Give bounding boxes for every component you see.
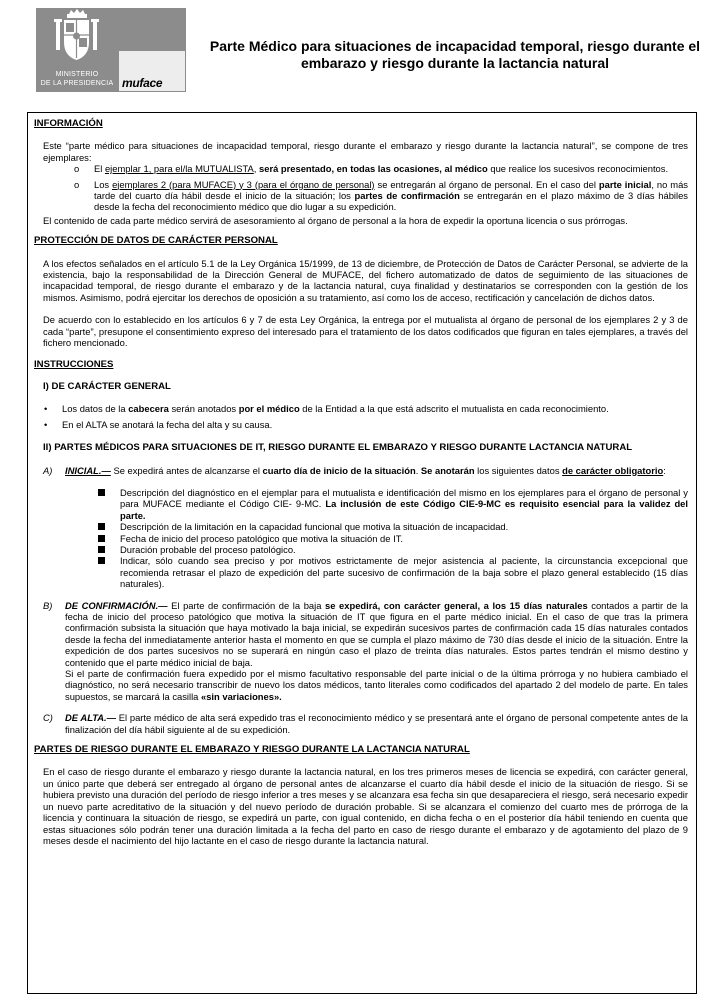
- bullet-icon: •: [44, 418, 48, 430]
- privacy-paragraph-2: De acuerdo con lo establecido en los artículos 6 y 7 de esta Ley Orgánica, la entrega por el mutualista al órgano de personal de los ejemplares 2 y 3 de cada “parte”, presupone el consentimiento expreso del interesado para el tratamiento de los datos codificados que figuran en tales ejemplares, a través del fichero mencionado.: [43, 314, 688, 349]
- section-inicial: A) INICIAL.— Se expedirá antes de alcanzarse el cuarto día de inicio de la situación. Se anotarán los siguientes datos de carácter obligatorio:: [43, 464, 666, 476]
- list-item: Indicar, sólo cuando sea preciso y por motivos estrictamente de mejor asistencia al paciente, la circunstancia excepcional que recomienda retrasar el plazo de expedición del parte sucesivo de confirmación de la baja sobre el plazo general establecido (15 días naturales).: [34, 555, 688, 589]
- section-heading-risk: PARTES DE RIESGO DURANTE EL EMBARAZO Y RIESGO DURANTE LA LACTANCIA NATURAL: [34, 744, 470, 756]
- muface-logo: [119, 51, 185, 91]
- square-bullet-icon: [98, 535, 105, 542]
- general-list: [34, 403, 688, 430]
- ministry-name: MINISTERIO DE LA PRESIDENCIA: [40, 71, 114, 87]
- list-item: o El ejemplar 1, para el/la MUTUALISTA, será presentado, en todas las ocasiones, al médico que realice los sucesivos reconocimientos.: [74, 163, 669, 175]
- info-outro: El contenido de cada parte médico servirá de asesoramiento al órgano de personal a la hora de expedir la oportuna licencia o sus prórrogas.: [43, 214, 628, 226]
- info-intro: Este “parte médico para situaciones de incapacidad temporal, riesgo durante el embarazo y riesgo durante la lactancia natural”, se compone de tres ejemplares:: [43, 140, 688, 163]
- square-bullet-icon: [98, 557, 105, 564]
- list-item: o Los ejemplares 2 (para MUFACE) y 3 (para el órgano de personal) se entregarán al órgano de personal. En el caso del parte inicial, no más tarde del cuarto día hábil desde el inicio de la situación; los partes de confirmación se entregarán en el plazo máximo de 3 días hábiles desde la fecha del reconocimiento médico que dio lugar a su expedición.: [74, 178, 688, 213]
- bullet-icon: •: [44, 403, 48, 415]
- inicial-data-list: [34, 487, 688, 590]
- section-heading-info: INFORMACIÓN: [34, 118, 103, 129]
- it-subheading: II) PARTES MÉDICOS PARA SITUACIONES DE IT, RIESGO DURANTE EL EMBARAZO Y RIESGO DURANTE LACTANCIA NATURAL: [43, 442, 633, 454]
- copies-list: [34, 163, 688, 213]
- list-item: Descripción de la limitación en la capacidad funcional que motiva la situación de incapacidad.: [34, 521, 688, 532]
- ministry-logo: [36, 8, 117, 92]
- section-heading-instructions: INSTRUCCIONES: [34, 358, 114, 370]
- document-title: Parte Médico para situaciones de incapacidad temporal, riesgo durante el embarazo y riesgo durante la lactancia natural: [209, 38, 701, 71]
- general-subheading: I) DE CARÁCTER GENERAL: [43, 380, 171, 392]
- list-item: • En el ALTA se anotará la fecha del alta y su causa.: [44, 418, 273, 430]
- letter-c: C): [43, 712, 53, 724]
- section-alta: C) DE ALTA.— El parte médico de alta será expedido tras el reconocimiento médico y se presentará ante el órgano de personal competente antes de la finalización del día hábil siguiente al de su expedición.: [43, 712, 688, 735]
- square-bullet-icon: [98, 546, 105, 553]
- privacy-paragraph-1: A los efectos señalados en el artículo 5.1 de la Ley Orgánica 15/1999, de 13 de diciembre, de Protección de Datos de Carácter Personal, se advierte de la existencia, bajo la responsabilidad de la Dirección General de MUFACE, del fichero automatizado de datos de seguimiento de las situaciones de incapacidad temporal, de riesgo durante el embarazo y de la lactancia natural, cuya finalidad y destinatarios se corresponden con la gestión de los mismos. Asimismo, podrá ejercitar los derechos de oposición a su tratamiento, así como los de acceso, rectificación y cancelación de dichos datos.: [43, 257, 688, 303]
- letter-b: B): [43, 599, 53, 611]
- list-item: Fecha de inicio del proceso patológico que motiva la situación de IT.: [34, 533, 688, 544]
- list-item: Duración probable del proceso patológico.: [34, 544, 688, 555]
- muface-wordmark: muface: [122, 76, 163, 90]
- list-item: Descripción del diagnóstico en el ejemplar para el mutualista e identificación del mismo en los ejemplares para el órgano de personal y para MUFACE mediante el Código CIE- 9-MC. La inclusión de este Código CIE-9-MC es requisito esencial para la validez del parte.: [34, 487, 688, 521]
- circle-bullet-icon: o: [74, 163, 80, 175]
- square-bullet-icon: [98, 523, 105, 530]
- list-item: • Los datos de la cabecera serán anotados por el médico de la Entidad a la que está adscrito el mutualista en cada reconocimiento.: [44, 403, 609, 415]
- risk-paragraph: En el caso de riesgo durante el embarazo y riesgo durante la lactancia natural, en los tres primeros meses de licencia se expedirá, con carácter general, un único parte que deberá ser entregado al órgano de personal antes de alcanzarse el cuarto día hábil desde el inicio de la situación de riesgo. Si se hubiera previsto una duración del período de riesgo inferior a tres meses y se alcanzara esa fecha sin que desapareciera el riesgo, será necesario expedir un nuevo parte acreditativo de la situación y del nuevo período de duración probable. Si se alcanzara el comienzo del cuarto mes de prórroga de la licencia y continuara la situación de riesgo, se expedirá un parte, con igual contenido, en dicha fecha o en el posterior día hábil teniendo en cuenta que estas situaciones sólo podrán tener una duración limitada a la fecha del parto en caso de riesgo durante el embarazo y de agotamiento del plazo de 9 meses desde el nacimiento del hijo lactante en el caso de riesgo durante la lactancia natural.: [43, 766, 688, 846]
- document-body: [34, 117, 688, 846]
- header-logo-block: [36, 8, 186, 92]
- square-bullet-icon: [98, 489, 105, 496]
- coat-of-arms-icon: [36, 8, 117, 68]
- circle-bullet-icon: o: [74, 178, 80, 190]
- section-confirmacion: B) DE CONFIRMACIÓN.— El parte de confirmación de la baja se expedirá, con carácter general, a los 15 días naturales contados a partir de la fecha de inicio del proceso patológico que motiva la situación de IT que figura en el parte médico inicial. En el caso de que tras la primera confirmación subsista la situación que haya motivado la baja inicial, se expedirán sucesivos partes de confirmación cada 15 días naturales contados desde la fecha del inmediatamente anterior hasta el momento en que se cumpla el plazo máximo de 730 días desde el inicio de la situación. Entre la expedición de dos partes sucesivos no se superará en ningún caso el plazo de treinta días naturales. Estos partes tendrán el mismo destino y contenido que el parte médico inicial de baja. Si el parte de confirmación fuera expedido por el mismo facultativo responsable del parte inicial o de la última prórroga y no hubiera cambiado el diagnóstico, no será necesario transcribir de nuevo los datos médicos, tanto literales como codificados del apartado 2 del modelo de parte. En tales supuestos, se marcará la casilla «sin variaciones».: [43, 599, 688, 702]
- section-heading-privacy: PROTECCIÓN DE DATOS DE CARÁCTER PERSONAL: [34, 235, 278, 247]
- letter-a: A): [43, 464, 53, 476]
